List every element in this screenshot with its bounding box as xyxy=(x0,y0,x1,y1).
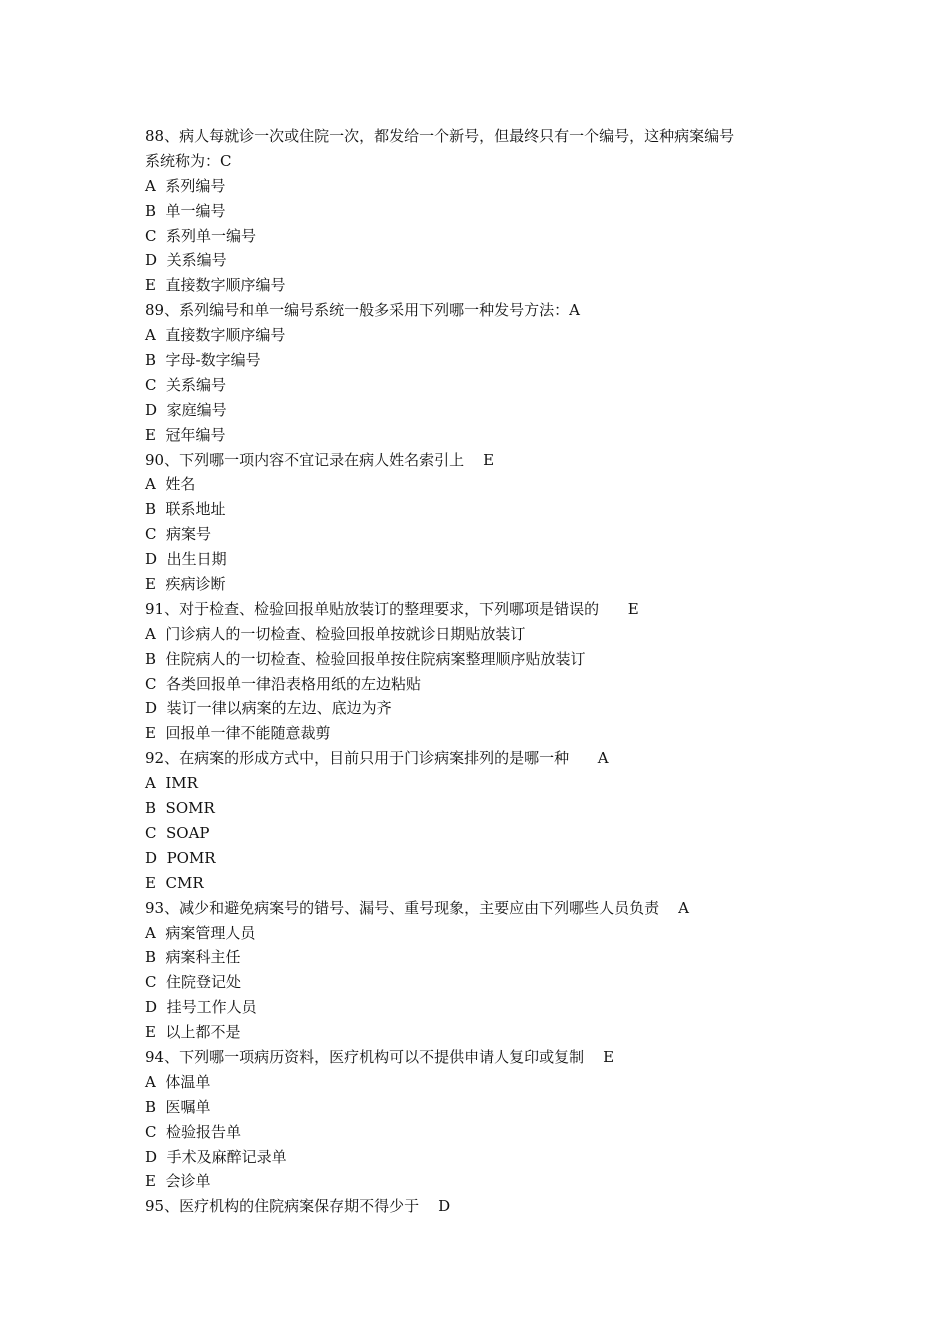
text-line: E 会诊单 xyxy=(145,1172,211,1191)
text-line: B 联系地址 xyxy=(145,500,226,519)
text-line: D 出生日期 xyxy=(145,550,227,569)
text-line: B 字母-数字编号 xyxy=(145,351,261,370)
text-line: E 回报单一律不能随意裁剪 xyxy=(145,724,331,743)
text-line: 89、系列编号和单一编号系统一般多采用下列哪一种发号方法：A xyxy=(145,301,580,320)
text-line: D 关系编号 xyxy=(145,251,227,270)
document-body xyxy=(145,124,825,1219)
text-line: A 系列编号 xyxy=(145,176,226,195)
text-line: E CMR xyxy=(145,873,204,892)
text-line: B 病案科主任 xyxy=(145,948,241,967)
text-line: D 家庭编号 xyxy=(145,400,227,419)
text-line: 91、对于检查、检验回报单贴放装订的整理要求，下列哪项是错误的 E xyxy=(145,599,639,618)
text-line: D 装订一律以病案的左边、底边为齐 xyxy=(145,699,392,718)
text-line: C 检验报告单 xyxy=(145,1122,242,1141)
text-line: B 医嘱单 xyxy=(145,1097,211,1116)
text-line: D 手术及麻醉记录单 xyxy=(145,1147,287,1166)
text-line: 系统称为：C xyxy=(145,151,232,170)
text-line: 88、病人每就诊一次或住院一次，都发给一个新号，但最终只有一个编号，这种病案编号 xyxy=(145,127,735,145)
text-line: C 病案号 xyxy=(145,525,212,544)
text-line: D POMR xyxy=(145,848,216,867)
text-line: B SOMR xyxy=(145,799,215,818)
text-line: C 住院登记处 xyxy=(145,973,242,992)
text-line: 92、在病案的形成方式中，目前只用于门诊病案排列的是哪一种 A xyxy=(145,749,609,768)
text-line: E 以上都不是 xyxy=(145,1023,241,1042)
text-line: A IMR xyxy=(145,774,198,793)
text-line: 95、医疗机构的住院病案保存期不得少于 D xyxy=(145,1197,451,1216)
text-line: C 各类回报单一律沿表格用纸的左边粘贴 xyxy=(145,674,422,693)
text-line: 90、下列哪一项内容不宜记录在病人姓名索引上 E xyxy=(145,450,495,469)
text-line: 94、下列哪一项病历资料，医疗机构可以不提供申请人复印或复制 E xyxy=(145,1047,615,1066)
text-line: B 住院病人的一切检查、检验回报单按住院病案整理顺序贴放装订 xyxy=(145,649,586,668)
text-line: E 冠年编号 xyxy=(145,425,226,444)
text-line: A 直接数字顺序编号 xyxy=(145,326,286,345)
text-line: A 病案管理人员 xyxy=(145,923,256,942)
text-line: E 疾病诊断 xyxy=(145,575,226,594)
text-line: E 直接数字顺序编号 xyxy=(145,276,286,295)
text-line: A 姓名 xyxy=(145,475,196,494)
text-line: C 关系编号 xyxy=(145,375,227,394)
text-line: C 系列单一编号 xyxy=(145,226,257,245)
text-line: D 挂号工作人员 xyxy=(145,998,257,1017)
text-line: 93、减少和避免病案号的错号、漏号、重号现象，主要应由下列哪些人员负责 A xyxy=(145,898,689,917)
text-line: A 体温单 xyxy=(145,1072,211,1091)
text-line: C SOAP xyxy=(145,823,210,842)
text-line: A 门诊病人的一切检查、检验回报单按就诊日期贴放装订 xyxy=(145,624,526,643)
text-line: B 单一编号 xyxy=(145,201,226,220)
